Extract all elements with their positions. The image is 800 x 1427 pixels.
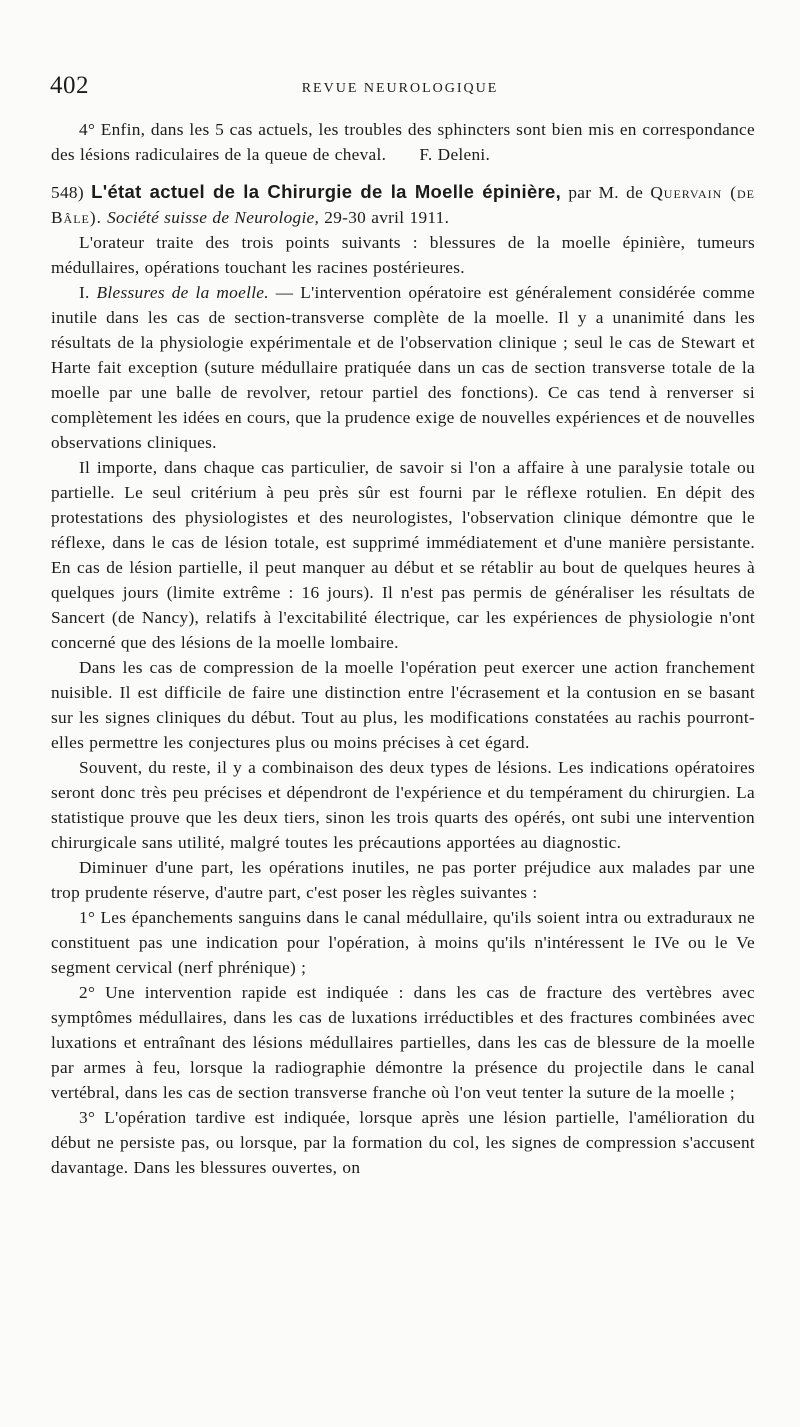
paragraph-statistique: Souvent, du reste, il y a combinaison des deux types de lésions. Les indications opératoires seront donc très peu précises et dépendront de l'expérience et du tempérament du chirurgien. La statistique prouve que les deux tiers, sinon les trois quarts des opérés, ont subi une intervention chirurgicale sans utilité, malgré toutes les précautions apportées au diagnostic.	[51, 758, 755, 852]
intro-paragraph	[51, 117, 755, 167]
page-number: 402	[50, 72, 89, 99]
intro-signature: F. Deleni.	[419, 145, 491, 164]
section-title: Blessures de la moelle.	[96, 283, 269, 302]
section-text: — L'intervention opératoire est généralement considérée comme inutile dans les cas de section-transverse complète de la moelle. Il y a unanimité dans les résultats de la physiologie expérimentale et de l'observation clinique ; seul le cas de Stewart et Harte fait exception (suture médullaire pratiquée dans un cas de section transverse totale de la moelle par une balle de revolver, retour partiel des fonctions). Ce cas tend à renverser si complètement les idées en cours, que la prudence exige de nouvelles expériences et de nouvelles observations cliniques.	[51, 283, 755, 452]
paragraph-compression: Dans les cas de compression de la moelle l'opération peut exercer une action franchement nuisible. Il est difficile de faire une distinction entre l'écrasement et la contusion en se basant sur les signes cliniques du début. Tout au plus, les modifications constatées au rachis pourront-elles permettre les conjectures plus ou moins précises à cet égard.	[51, 658, 755, 752]
paragraph-rule-3: 3° L'opération tardive est indiquée, lorsque après une lésion partielle, l'amélioration du début ne persiste pas, ou lorsque, par la formation du col, les signes de compression s'accusent davantage. Dans les blessures ouvertes, on	[51, 1108, 755, 1177]
paragraph-blessures	[51, 280, 755, 455]
article-body	[51, 117, 755, 1180]
paragraph-overview: L'orateur traite des trois points suivants : blessures de la moelle épinière, tumeurs médullaires, opérations touchant les racines postérieures.	[51, 233, 755, 277]
paragraph-regles: Diminuer d'une part, les opérations inutiles, ne pas porter préjudice aux malades par une trop prudente réserve, d'autre part, c'est poser les règles suivantes :	[51, 858, 755, 902]
entry-author: Quervain (de Bâle).	[51, 183, 756, 227]
entry-number: 548)	[51, 183, 84, 202]
entry-title: L'état actuel de la Chirurgie de la Moelle épinière,	[91, 181, 562, 202]
paragraph-rule-2: 2° Une intervention rapide est indiquée : dans les cas de fracture des vertèbres avec symptômes médullaires, dans les cas de luxations irréductibles et des fractures combinées avec luxations et entraînant des lésions médullaires partielles, dans les cas de blessure de la moelle par armes à feu, lorsque la radiographie démontre la présence du projectile dans le canal vertébral, dans les cas de section transverse franche où l'on veut tenter la suture de la moelle ;	[51, 983, 755, 1102]
entry-author-prefix: par M. de	[568, 183, 644, 202]
entry-heading	[51, 179, 755, 230]
intro-text: 4° Enfin, dans les 5 cas actuels, les troubles des sphincters sont bien mis en correspondance des lésions radiculaires de la queue de cheval.	[51, 120, 755, 164]
paragraph-reflexe: Il importe, dans chaque cas particulier, de savoir si l'on a affaire à une paralysie totale ou partielle. Le seul critérium à peu près sûr est fourni par le réflexe rotulien. En dépit des protestations des physiologistes et des neurologistes, l'observation clinique démontre que le réflexe, dans le cas de lésion totale, est supprimé immédiatement et d'une manière persistante. En cas de lésion partielle, il peut manquer au début et se rétablir au bout de quelques heures à quelques jours (limite extrême : 16 jours). Il n'est pas permis de généraliser les résultats de Sancert (de Nancy), relatifs à l'excitabilité électrique, car les expériences de physiologie n'ont concerné que des lésions de la moelle lombaire.	[51, 458, 755, 652]
running-title: REVUE NEUROLOGIQUE	[301, 81, 499, 96]
section-number: I.	[79, 283, 97, 302]
paragraph-rule-1: 1° Les épanchements sanguins dans le canal médullaire, qu'ils soient intra ou extraduraux ne constituent pas une indication pour l'opération, à moins qu'ils n'intéressent le IVe ou le Ve segment cervical (nerf phrénique) ;	[51, 908, 755, 977]
entry-date: 29-30 avril 1911.	[324, 208, 450, 227]
entry-source: Société suisse de Neurologie,	[107, 208, 320, 227]
